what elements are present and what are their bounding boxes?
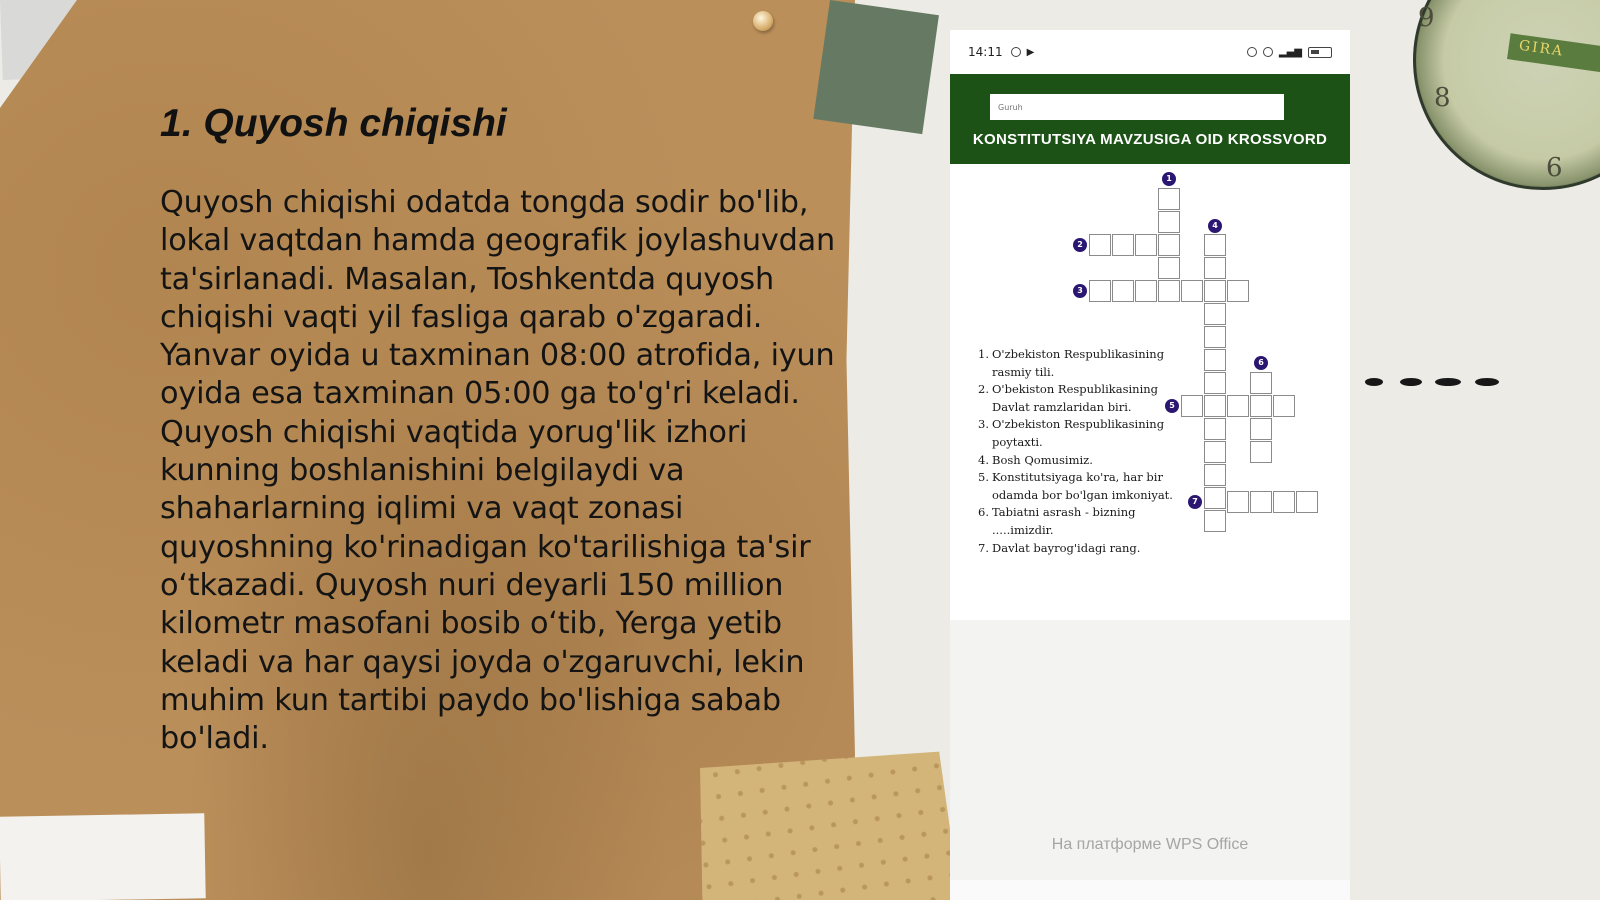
clock-number: 8: [1434, 83, 1451, 113]
clock-number: 6: [1546, 153, 1563, 183]
clue-item: 5. Konstitutsiyaga ko'ra, har bir odamda bor bo'lgan imkoniyat.: [978, 470, 1173, 502]
slide-title: 1. Quyosh chiqishi: [160, 102, 507, 145]
clock-band: GIRA: [1507, 33, 1600, 82]
slide-body-text: Quyosh chiqishi odatda tongda sodir bo'lib, lokal vaqtdan hamda geografik joylashuvdan ta'sirlanadi. Masalan, Toshkentda quyosh chiqishi vaqti yil fasliga qarab o'zgaradi. Yanvar oyida u taxminan 08:00 atrofida, iyun oyida esa taxminan 05:00 ga to'g'ri keladi. Quyosh chiqishi vaqtida yorug'lik izhori kunning boshlanishini belgilaydi va shaharlarning iqlimi va vaqt zonasi quyoshning ko'rinadigan ko'tarilishiga ta'sir o‘tkazadi. Quyosh nuri deyarli 150 million kilometr masofani bosib o‘tib, Yerga yetib keladi va har qaysi joyda o'zgaruvchi, lekin muhim kun tartibi paydo bo'lishiga sabab bo'ladi.: [160, 185, 836, 757]
crossword-cell[interactable]: [1158, 257, 1180, 279]
clue-list: [978, 346, 1188, 557]
crossword-cell[interactable]: [1250, 441, 1272, 463]
crossword-cell[interactable]: [1273, 491, 1295, 513]
crossword-cell[interactable]: [1204, 510, 1226, 532]
pushpin-icon: [753, 11, 773, 31]
clue-item: 3. O'zbekiston Respublikasining poytaxti.: [978, 417, 1165, 449]
clue-item: 1. O'zbekiston Respublikasining rasmiy tili.: [978, 347, 1165, 379]
group-input[interactable]: [990, 94, 1284, 120]
crossword-cell[interactable]: [1181, 280, 1203, 302]
crossword-cell[interactable]: [1089, 280, 1111, 302]
vintage-clock-decoration: [1413, 0, 1600, 190]
status-bar: [950, 30, 1350, 74]
crossword-cell[interactable]: [1204, 372, 1226, 394]
crossword-cell[interactable]: [1227, 395, 1249, 417]
navigation-bar: [950, 880, 1350, 900]
crossword-cell[interactable]: [1204, 441, 1226, 463]
crossword-cell[interactable]: [1204, 418, 1226, 440]
app-title: KONSTITUTSIYA MAVZUSIGA OID KROSSVORD: [972, 131, 1328, 148]
crossword-cell[interactable]: [1158, 188, 1180, 210]
mute-icon: [1247, 47, 1257, 57]
crossword-cell[interactable]: [1227, 491, 1249, 513]
crossword-cell[interactable]: [1089, 234, 1111, 256]
clue-number-badge: 2: [1073, 238, 1087, 252]
crossword-cell[interactable]: [1158, 280, 1180, 302]
record-icon: [1011, 47, 1021, 57]
crossword-cell[interactable]: [1250, 395, 1272, 417]
empty-content-area: [950, 620, 1350, 900]
play-icon: ▶: [1026, 46, 1035, 58]
crossword-cell[interactable]: [1250, 418, 1272, 440]
battery-icon: [1308, 47, 1332, 58]
crossword-cell[interactable]: [1204, 234, 1226, 256]
crossword-cell[interactable]: [1204, 395, 1226, 417]
crossword-cell[interactable]: [1250, 491, 1272, 513]
crossword-cell[interactable]: [1250, 372, 1272, 394]
white-paper-scrap: [0, 813, 206, 900]
clock-number: 9: [1418, 3, 1435, 33]
clue-number-badge: 3: [1073, 284, 1087, 298]
crossword-cell[interactable]: [1112, 280, 1134, 302]
crossword-cell[interactable]: [1158, 211, 1180, 233]
crossword-cell[interactable]: [1204, 257, 1226, 279]
crossword-cell[interactable]: [1273, 395, 1295, 417]
crossword-cell[interactable]: [1135, 234, 1157, 256]
clue-number-badge: 7: [1188, 495, 1202, 509]
crossword-cell[interactable]: [1204, 487, 1226, 509]
clue-number-badge: 4: [1208, 219, 1222, 233]
clue-item: 4. Bosh Qomusimiz.: [978, 452, 1093, 467]
clue-item: 7. Davlat bayrog'idagi rang.: [978, 540, 1141, 555]
clue-item: 6. Tabiatni asrash - bizning .....imizdir.: [978, 505, 1136, 537]
crossword-cell[interactable]: [1204, 349, 1226, 371]
crossword-cell[interactable]: [1112, 234, 1134, 256]
clue-number-badge: 1: [1162, 172, 1176, 186]
phone-screenshot: [950, 30, 1350, 900]
dash-decoration: [1365, 378, 1500, 388]
crossword-cell[interactable]: [1204, 303, 1226, 325]
alarm-icon: [1263, 47, 1273, 57]
clue-number-badge: 6: [1254, 356, 1268, 370]
crossword-cell[interactable]: [1135, 280, 1157, 302]
crossword-cell[interactable]: [1204, 464, 1226, 486]
status-time: 14:11: [968, 45, 1003, 59]
crossword-cell[interactable]: [1158, 234, 1180, 256]
crossword-cell[interactable]: [1227, 280, 1249, 302]
crossword-grid: [950, 164, 1350, 619]
clue-item: 2. O'bekiston Respublikasining Davlat ramzlaridan biri.: [978, 382, 1159, 414]
green-paper-scrap: [813, 0, 939, 134]
crossword-cell[interactable]: [1296, 491, 1318, 513]
wps-footer: На платформе WPS Office: [1051, 836, 1249, 853]
app-header: [950, 74, 1350, 164]
crossword-cell[interactable]: [1204, 326, 1226, 348]
signal-icon: ▂▄▆: [1278, 46, 1302, 58]
crossword-cell[interactable]: [1204, 280, 1226, 302]
clue-number-badge: 5: [1165, 399, 1179, 413]
